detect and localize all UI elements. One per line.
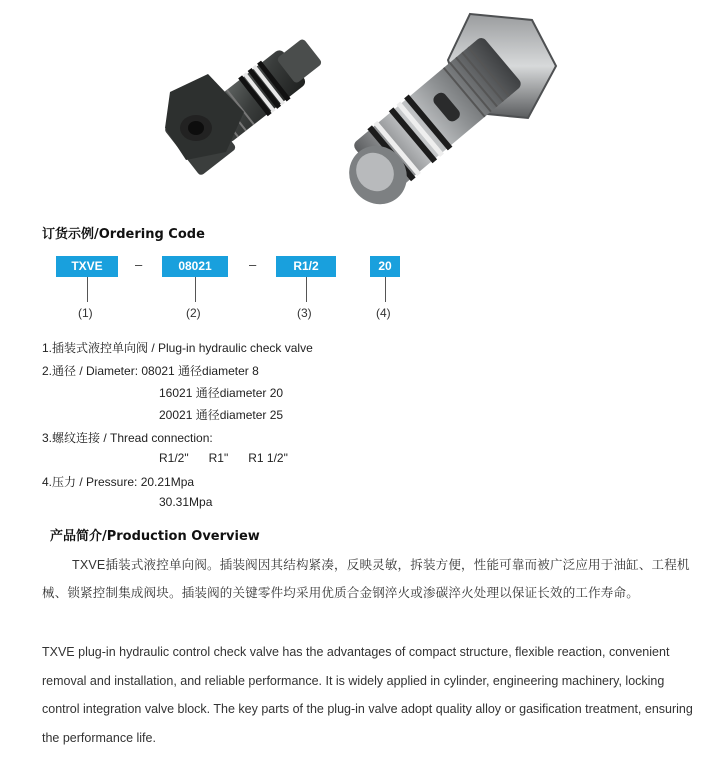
product-images: [0, 0, 705, 215]
spec-line: 20021 通径diameter 25: [159, 408, 284, 422]
connector-line: [195, 277, 196, 302]
connector-line: [306, 277, 307, 302]
code-dash: –: [135, 257, 143, 272]
small-valve-image: [164, 27, 332, 176]
code-number: (3): [297, 306, 312, 320]
spec-line: 2.通径 / Diameter: 08021 通径diameter 8: [42, 364, 259, 378]
overview-heading: 产品简介/Production Overview: [50, 529, 260, 544]
spec-line: 30.31Mpa: [159, 495, 213, 509]
code-box-pressure: 20: [370, 256, 400, 277]
code-box-model: TXVE: [56, 256, 118, 277]
spec-line: R1/2" R1" R1 1/2": [159, 451, 288, 465]
spec-line: 3.螺纹连接 / Thread connection:: [42, 431, 213, 445]
spec-line: 1.插装式液控单向阀 / Plug-in hydraulic check valve: [42, 341, 313, 355]
connector-line: [385, 277, 386, 302]
connector-line: [87, 277, 88, 302]
code-box-thread: R1/2: [276, 256, 336, 277]
overview-english-text: TXVE plug-in hydraulic control check valve has the advantages of compact structure, flexible reaction, convenient removal and installation, and reliable performance. It is widely applied in cylinder, engineering machinery, locking control integration valve block. The key parts of the plug-in valve adopt quality alloy or gasification treatment, ensuring the performance life.: [42, 645, 693, 745]
code-number: (2): [186, 306, 201, 320]
code-number: (1): [78, 306, 93, 320]
ordering-code-heading: 订货示例/Ordering Code: [42, 227, 205, 242]
code-number: (4): [376, 306, 391, 320]
overview-chinese-text: TXVE插装式液控单向阀。插装阀因其结构紧凑，反映灵敏，拆装方便，性能可靠而被广泛应用于油缸、工程机械、锁紧控制集成阀块。插装阀的关键零件均采用优质合金钢淬火或渗碳淬火处理以保证长效的工作寿命。: [42, 558, 690, 600]
spec-line: 4.压力 / Pressure: 20.21Mpa: [42, 475, 195, 489]
code-box-diameter: 08021: [162, 256, 228, 277]
large-valve-image: [337, 14, 556, 215]
code-dash: –: [249, 257, 257, 272]
spec-line: 16021 通径diameter 20: [159, 386, 284, 400]
